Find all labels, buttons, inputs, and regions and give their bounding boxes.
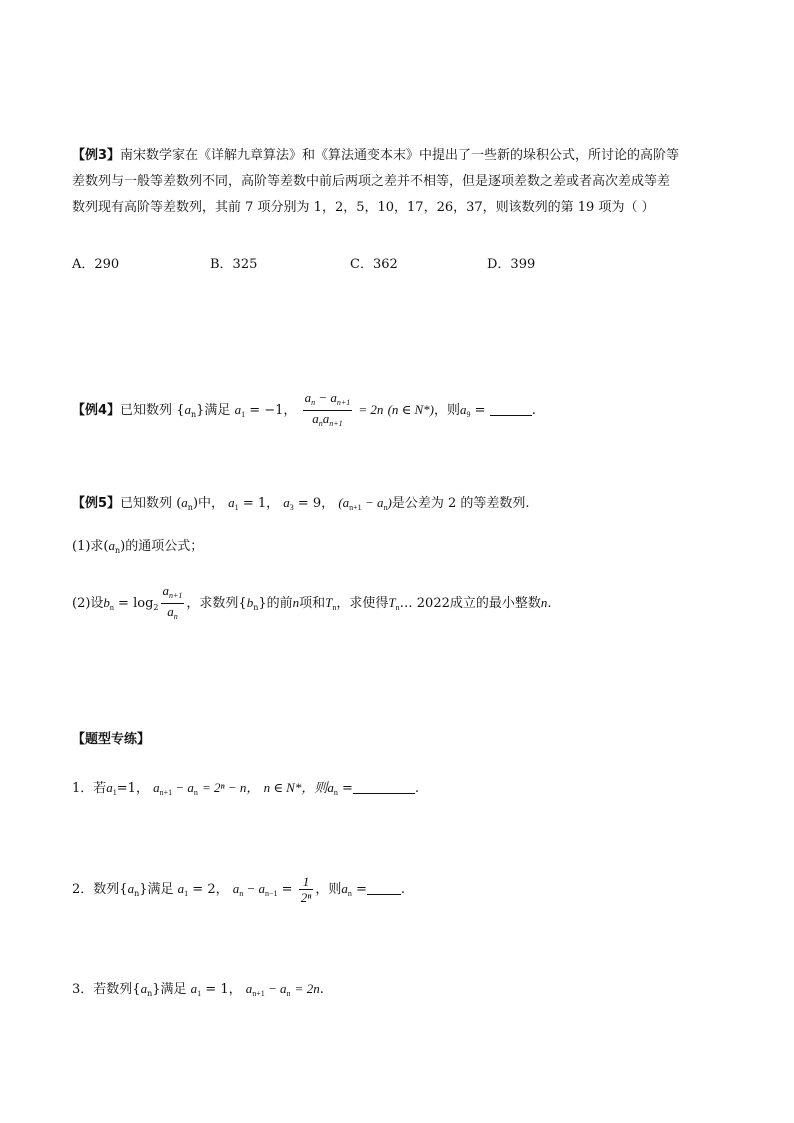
a1-value: = 1，	[242, 496, 280, 511]
p2-a1-value: = 2，	[192, 882, 229, 897]
example-5	[72, 490, 722, 521]
p1-end: .	[414, 781, 420, 796]
p3-relation: = 2n	[294, 981, 320, 996]
example-5-question-1	[72, 533, 722, 564]
p3-difference: $a_{n+1} - a_n$	[245, 981, 291, 998]
example-4-tag: 【例4】	[72, 403, 121, 418]
example-3-line-3: 数列现有高阶等差数列，其前 7 项分别为 1，2，5，10，17，26，37，则该数列的第 19 项为（ ）	[72, 200, 655, 215]
p2-text-2: 满足	[147, 882, 174, 897]
n-symbol-2: n	[540, 595, 548, 610]
example-4-text-2: 满足	[204, 403, 231, 418]
q2-text-4: 项和	[299, 596, 326, 611]
p1-difference: $a_{n+1} - a_n$	[153, 780, 198, 797]
example-3-line-2: 差数列与一般等差数列不同，高阶等差数中前后两项之差并不相等，但是逐项差数之差或者高次差成等差	[72, 174, 671, 189]
domain-condition: (n ∈ N*)	[387, 402, 435, 417]
q2-end: .	[547, 596, 552, 611]
option-a[interactable]: A．290	[72, 257, 120, 272]
p2-equals: =	[355, 882, 367, 897]
a1-symbol: $a_1$	[234, 402, 246, 419]
a3-value: = 9，	[297, 496, 335, 511]
q2-text-3: 的前	[266, 596, 293, 611]
a9-symbol: $a_9$	[460, 402, 471, 419]
example-4-text-3: ，则	[434, 403, 461, 418]
log-fraction	[161, 583, 185, 624]
n-symbol: n	[292, 595, 300, 610]
p2-text-1: 2．数列	[72, 882, 120, 897]
p2-text-3: ，则	[315, 882, 342, 897]
example-5-text-3: 是公差为 2 的等差数列.	[391, 496, 530, 511]
a1-symbol: $a_1$	[106, 780, 117, 797]
a1-symbol: $a_1$	[228, 495, 239, 512]
example-3	[72, 143, 722, 221]
p1-domain: n ∈ N*，则	[263, 780, 328, 795]
example-5-question-2: (2)设$b_n = \log_2$ $\frac{a_{n+1}}{a_n}$ ，求数列$\{b_n\}$的前n项和$T_n$，求使得$T_n\dots$ 2022成立的最小整数n.	[72, 583, 722, 624]
log-numerator: $a_{n+1}$	[161, 583, 185, 604]
q2-text-5: ，求使得	[336, 596, 389, 611]
fraction-numerator: $a_n - a_{n+1}$	[303, 390, 353, 411]
example-4-text-1: 已知数列	[120, 403, 173, 418]
example-3-options	[72, 252, 722, 278]
difference-sequence: $(a_{n+1} - a_n)$	[338, 495, 392, 512]
tn-symbol: $T_n$	[325, 595, 337, 612]
p3-text-2: 满足	[160, 982, 187, 997]
p3-text-1: 3．若数列	[72, 982, 133, 997]
p2-end: .	[400, 882, 406, 897]
an-symbol: $a_n$	[341, 881, 352, 898]
a1-condition: = −1，	[249, 403, 297, 418]
example-3-tag: 【例3】	[72, 148, 121, 163]
p2-fraction	[299, 874, 314, 905]
answer-blank[interactable]	[490, 401, 532, 416]
bn-definition: $b_n$	[103, 595, 114, 612]
problem-2	[72, 874, 722, 907]
p2-fraction-numerator: 1	[299, 874, 314, 890]
problem-1	[72, 775, 722, 806]
option-d[interactable]: D．399	[487, 257, 536, 272]
problem-3	[72, 976, 722, 1007]
a3-symbol: $a_3$	[283, 495, 294, 512]
sequence-an: $\{a_n\}$	[132, 981, 161, 998]
p2-fraction-denominator: 2ⁿ	[300, 890, 312, 905]
example-4	[72, 390, 722, 431]
q1-text-2: 的通项公式；	[125, 539, 204, 554]
p2-difference: $a_n - a_{n-1}$	[232, 881, 278, 898]
p1-equals: =	[342, 781, 353, 796]
example-5-text-1: 已知数列	[120, 496, 173, 511]
example-5-text-2: 中，	[198, 496, 225, 511]
log-denominator: $a_n$	[167, 604, 178, 621]
p1-a1-value: =1，	[116, 781, 149, 796]
example-5-tag: 【例5】	[72, 496, 121, 511]
sequence-an: $\{a_n\}$	[119, 881, 148, 898]
sequence-an: $(a_n)$	[176, 495, 199, 512]
p3-a1-value: = 1，	[205, 982, 242, 997]
log-expression: $\log_2$	[133, 596, 159, 612]
a1-symbol: $a_1$	[177, 881, 189, 898]
sequence-an: $(a_n)$	[103, 538, 126, 555]
p1-text-1: 1．若	[72, 781, 107, 796]
example-3-line-1	[72, 143, 722, 169]
answer-blank[interactable]	[367, 880, 401, 895]
tn-symbol-2: $T_n$	[388, 595, 400, 612]
q2-text-2: ，求数列	[186, 596, 239, 611]
a1-symbol: $a_1$	[190, 981, 202, 998]
sequence-bn: $\{b_n\}$	[238, 595, 267, 612]
option-b[interactable]: B．325	[210, 257, 258, 272]
an-symbol: $a_n$	[327, 780, 338, 797]
example-3-text-1: 南宋数学家在《详解九章算法》和《算法通变本末》中提出了一些新的垛积公式，所讨论的高阶等	[120, 148, 680, 163]
p2-equals-sign: =	[281, 882, 293, 897]
q2-text-6: … 2022成立的最小整数	[399, 596, 541, 611]
section-title: 【题型专练】	[72, 732, 151, 747]
q2-text-1: (2)设	[72, 596, 104, 611]
p1-relation: = 2ⁿ − n，	[202, 780, 260, 795]
example-4-equals: =	[474, 403, 490, 418]
recurrence-rhs: = 2n	[358, 402, 384, 417]
fraction-denominator: $a_na_{n+1}$	[312, 411, 343, 428]
sequence-an: $\{a_n\}$	[176, 402, 205, 419]
p3-end: .	[319, 982, 324, 997]
option-c[interactable]: C．362	[350, 257, 398, 272]
example-4-end: .	[531, 403, 536, 418]
recurrence-fraction	[303, 390, 353, 431]
answer-blank[interactable]	[353, 779, 415, 794]
q1-text-1: (1)求	[72, 539, 104, 554]
